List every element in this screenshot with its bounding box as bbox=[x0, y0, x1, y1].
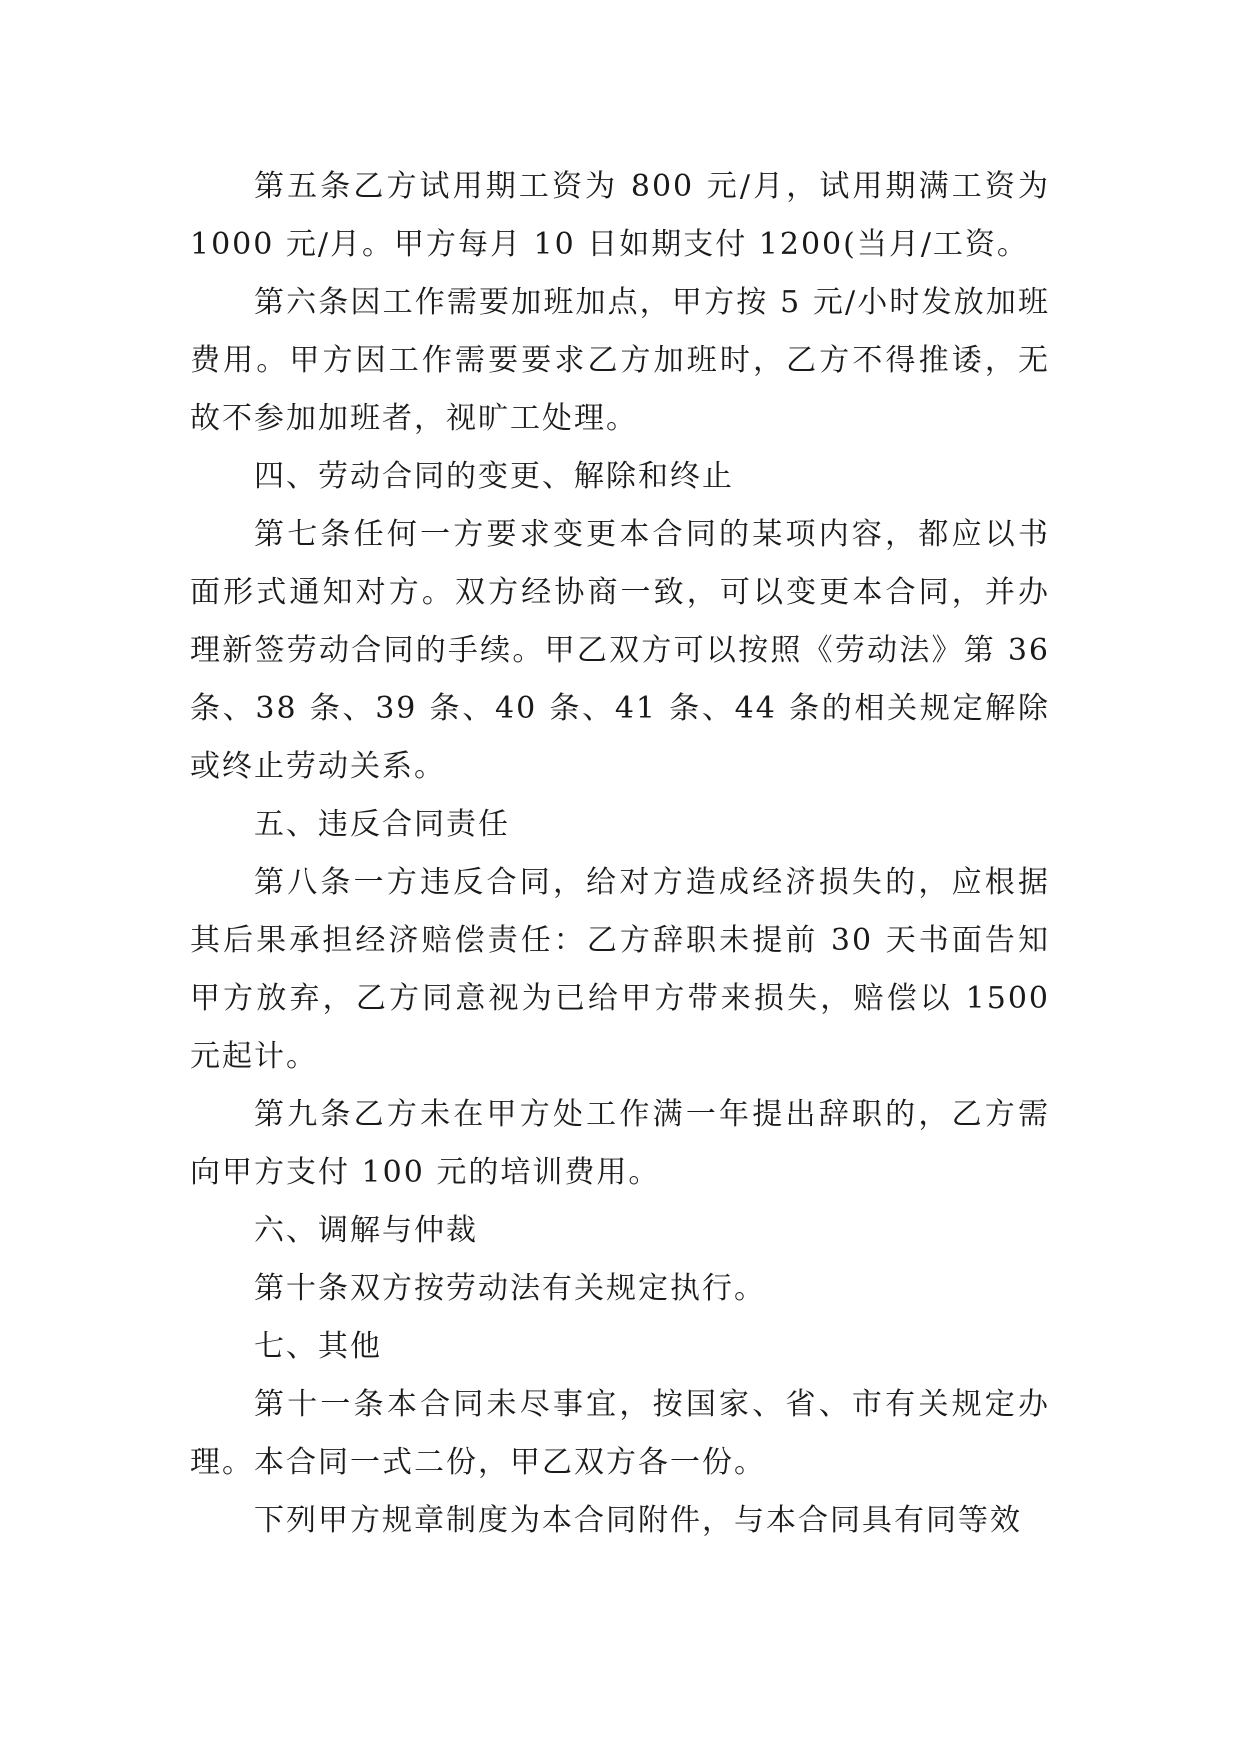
section-heading-mediation-arbitration: 六、调解与仲裁 bbox=[254, 1213, 478, 1248]
document-body bbox=[190, 158, 1050, 1550]
section-heading-other: 七、其他 bbox=[254, 1329, 382, 1364]
clause-11-paragraph: 第十一条本合同未尽事宜，按国家、省、市有关规定办理。本合同一式二份，甲乙双方各一份。 bbox=[190, 1387, 1050, 1480]
section-heading-breach-liability: 五、违反合同责任 bbox=[254, 807, 510, 842]
section-heading-change-termination: 四、劳动合同的变更、解除和终止 bbox=[254, 459, 734, 494]
clause-8-paragraph: 第八条一方违反合同，给对方造成经济损失的，应根据其后果承担经济赔偿责任：乙方辞职未提前 30 天书面告知甲方放弃，乙方同意视为已给甲方带来损失，赔偿以 1500 元起计。 bbox=[190, 865, 1050, 1074]
clause-5-paragraph: 第五条乙方试用期工资为 800 元/月，试用期满工资为 1000 元/月。甲方每月 10 日如期支付 1200(当月/工资。 bbox=[190, 169, 1050, 262]
clause-7-paragraph: 第七条任何一方要求变更本合同的某项内容，都应以书面形式通知对方。双方经协商一致，可以变更本合同，并办理新签劳动合同的手续。甲乙双方可以按照《劳动法》第 36 条、38 条、39 条、40 条、41 条、44 条的相关规定解除或终止劳动关系。 bbox=[190, 517, 1050, 784]
attachments-paragraph: 下列甲方规章制度为本合同附件，与本合同具有同等效 bbox=[254, 1503, 1022, 1538]
clause-6-paragraph: 第六条因工作需要加班加点，甲方按 5 元/小时发放加班费用。甲方因工作需要要求乙方加班时，乙方不得推诿，无故不参加加班者，视旷工处理。 bbox=[190, 285, 1050, 436]
clause-9-paragraph: 第九条乙方未在甲方处工作满一年提出辞职的，乙方需向甲方支付 100 元的培训费用。 bbox=[190, 1097, 1050, 1190]
clause-10-paragraph: 第十条双方按劳动法有关规定执行。 bbox=[254, 1271, 766, 1306]
